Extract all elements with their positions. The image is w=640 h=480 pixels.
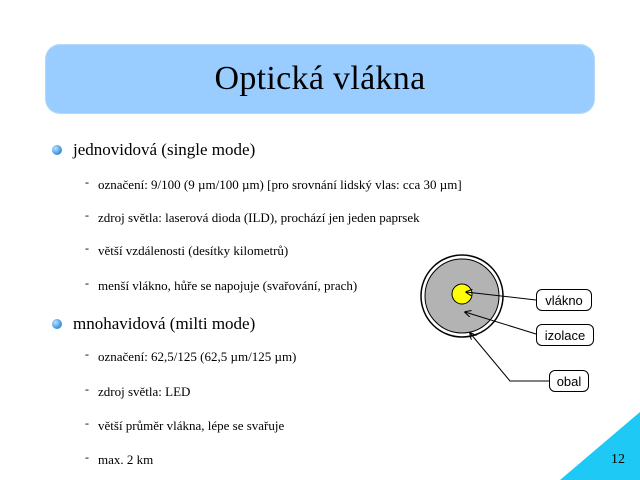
fiber-core — [452, 284, 472, 304]
dash-bullet-icon: - — [85, 415, 89, 430]
dash-bullet-icon: - — [85, 174, 89, 189]
list-item — [85, 381, 191, 400]
list-item-text: větší vzdálenosti (desítky kilometrů) — [98, 243, 289, 258]
label-cover: obal — [549, 370, 589, 392]
list-item-text: označení: 9/100 (9 µm/100 µm) [pro srovnání lidský vlas: cca 30 µm] — [98, 177, 462, 192]
label-insulation: izolace — [536, 324, 594, 346]
section-heading-single-mode — [52, 140, 255, 160]
list-item-text: označení: 62,5/125 (62,5 µm/125 µm) — [98, 349, 297, 364]
title-box — [46, 45, 594, 113]
dash-bullet-icon: - — [85, 346, 89, 361]
page-number: 12 — [611, 452, 625, 467]
list-item — [85, 449, 154, 468]
list-item-text: zdroj světla: laserová dioda (ILD), prochází jen jeden paprsek — [98, 210, 420, 225]
list-item — [85, 174, 462, 193]
dash-bullet-icon: - — [85, 381, 89, 396]
list-item — [85, 346, 297, 365]
bullet-dot-icon — [52, 319, 62, 329]
cover-ring — [421, 255, 503, 337]
section-heading-label: jednovidová (single mode) — [73, 140, 256, 159]
insulation-disk — [425, 259, 499, 333]
fiber-pointer-line — [466, 292, 536, 300]
list-item-text: max. 2 km — [98, 452, 154, 467]
list-item — [85, 207, 420, 226]
corner-accent — [560, 412, 640, 480]
list-item — [85, 415, 285, 434]
list-item — [85, 275, 358, 294]
list-item-text: větší průměr vlákna, lépe se svařuje — [98, 418, 285, 433]
list-item — [85, 240, 289, 259]
dash-bullet-icon: - — [85, 449, 89, 464]
slide-title: Optická vlákna — [214, 60, 426, 97]
dash-bullet-icon: - — [85, 240, 89, 255]
dash-bullet-icon: - — [85, 275, 89, 290]
label-fiber: vlákno — [536, 289, 592, 311]
bullet-dot-icon — [52, 145, 62, 155]
insulation-pointer-line — [465, 312, 536, 334]
list-item-text: zdroj světla: LED — [98, 384, 191, 399]
list-item-text: menší vlákno, hůře se napojuje (svařování, prach) — [98, 278, 358, 293]
section-heading-multi-mode — [52, 314, 255, 334]
section-heading-label: mnohavidová (milti mode) — [73, 314, 256, 333]
dash-bullet-icon: - — [85, 207, 89, 222]
